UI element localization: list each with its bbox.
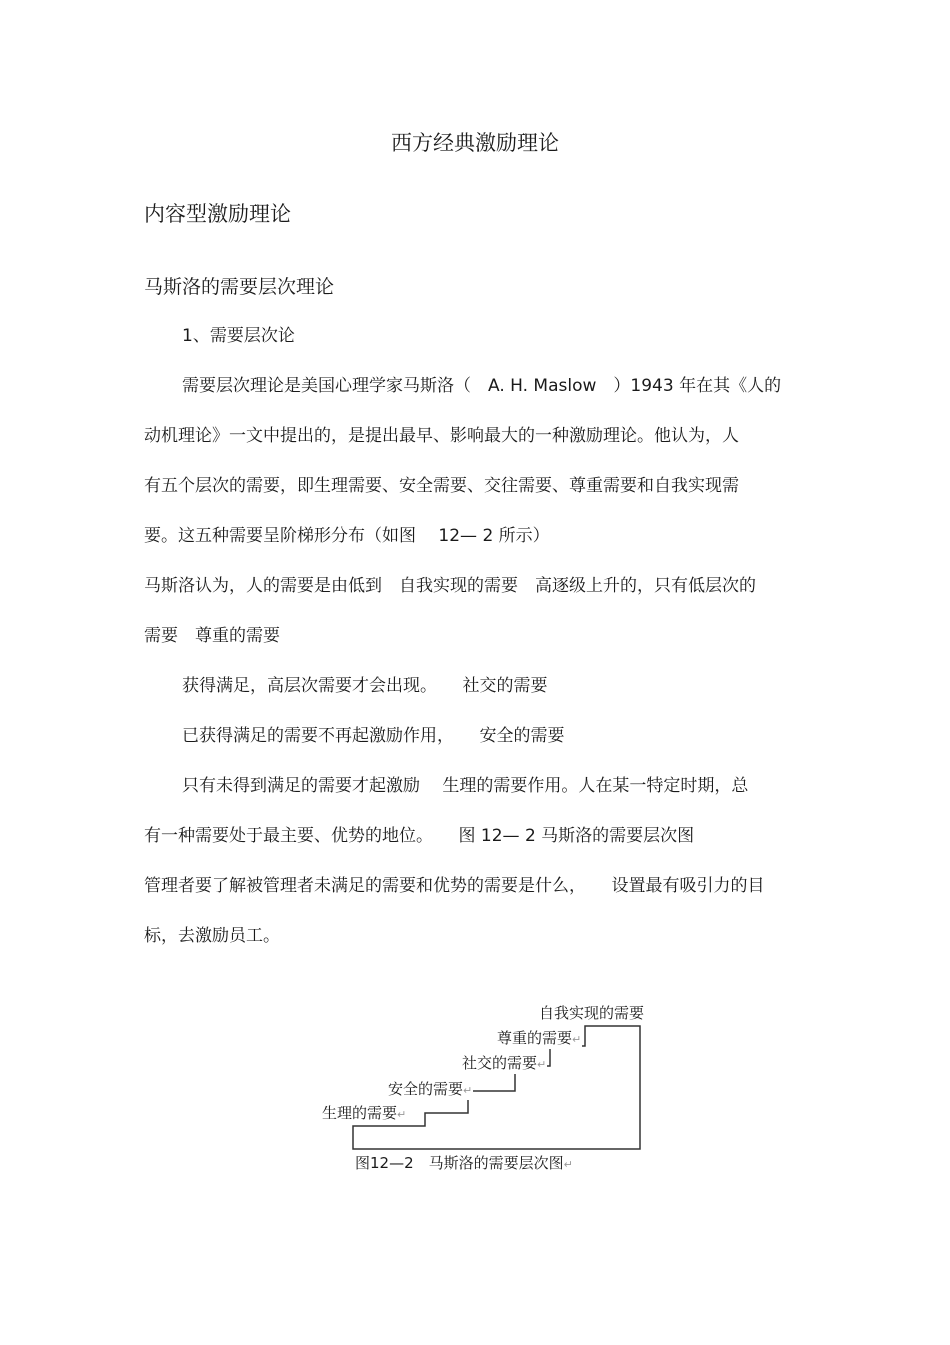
list-item-heading: 1、需要层次论 xyxy=(182,326,295,346)
body-line: 有一种需要处于最主要、优势的地位。 图 12— 2 马斯洛的需要层次图 xyxy=(144,826,695,846)
figure-caption: 图12—2 马斯洛的需要层次图↵ xyxy=(355,1154,573,1172)
step-label-social: 社交的需要↵ xyxy=(462,1054,547,1072)
step-label-safety: 安全的需要↵ xyxy=(388,1080,473,1098)
body-line: 标，去激励员工。 xyxy=(144,926,280,946)
subsection-heading: 马斯洛的需要层次理论 xyxy=(144,276,335,298)
maslow-hierarchy-figure xyxy=(315,996,660,1181)
body-line: 要。这五种需要呈阶梯形分布（如图 12— 2 所示） xyxy=(144,526,550,546)
body-line: 获得满足，高层次需要才会出现。 社交的需要 xyxy=(182,676,548,696)
body-line: 有五个层次的需要，即生理需要、安全需要、交往需要、尊重需要和自我实现需 xyxy=(144,476,739,496)
body-line: 需要层次理论是美国心理学家马斯洛（ A. H. Maslow ）1943 年在其《人的 xyxy=(182,376,782,396)
step-label-esteem: 尊重的需要↵ xyxy=(497,1029,582,1047)
step-label-self-actualization: 自我实现的需要 xyxy=(539,1004,645,1022)
body-line: 需要 尊重的需要 xyxy=(144,626,280,646)
body-line: 已获得满足的需要不再起激励作用， 安全的需要 xyxy=(182,726,565,746)
body-line: 只有未得到满足的需要才起激励 生理的需要作用。人在某一特定时期，总 xyxy=(182,776,749,796)
body-line: 马斯洛认为，人的需要是由低到 自我实现的需要 高逐级上升的，只有低层次的 xyxy=(144,576,756,596)
body-line: 动机理论》一文中提出的，是提出最早、影响最大的一种激励理论。他认为，人 xyxy=(144,426,739,446)
section-heading: 内容型激励理论 xyxy=(144,202,291,226)
body-line: 管理者要了解被管理者未满足的需要和优势的需要是什么， 设置最有吸引力的目 xyxy=(144,876,765,896)
step-label-physiological: 生理的需要↵ xyxy=(322,1104,407,1122)
document-title: 西方经典激励理论 xyxy=(391,131,559,155)
